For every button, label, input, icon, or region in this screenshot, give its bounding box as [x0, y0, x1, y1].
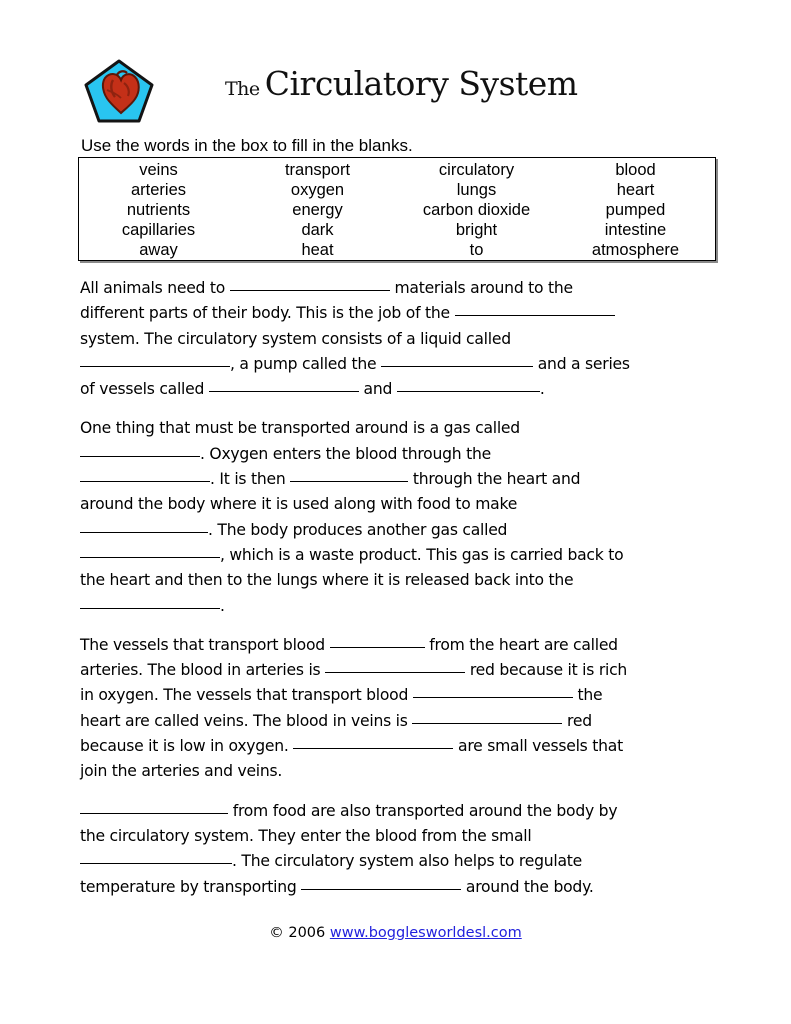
fill-in-blank[interactable]	[412, 710, 562, 724]
word-bank-item[interactable]: heat	[301, 241, 334, 259]
text-line	[80, 327, 720, 352]
word-bank-item[interactable]: energy	[292, 201, 343, 219]
text-line	[80, 377, 720, 402]
fill-in-blank[interactable]	[230, 277, 390, 291]
word-bank-column	[79, 160, 238, 260]
word-bank-item[interactable]: intestine	[604, 221, 667, 239]
text-line	[80, 352, 720, 377]
text-run: temperature by transporting	[80, 877, 302, 896]
text-line	[80, 734, 720, 759]
fill-in-blank[interactable]	[80, 519, 208, 533]
word-bank-item[interactable]: capillaries	[121, 221, 196, 239]
text-line	[80, 518, 720, 543]
text-run: join the arteries and veins.	[80, 762, 283, 781]
fill-in-blank[interactable]	[80, 544, 220, 558]
fill-in-blank[interactable]	[80, 595, 220, 609]
text-run: in oxygen. The vessels that transport blood	[80, 686, 413, 705]
text-line	[80, 759, 720, 784]
paragraph-2	[80, 416, 720, 618]
text-run: All animals need to	[80, 279, 230, 297]
fill-in-blank[interactable]	[209, 378, 359, 392]
text-run: , which is a waste product. This gas is carried back to	[220, 545, 624, 564]
word-bank-item[interactable]: bright	[455, 221, 498, 239]
text-line	[80, 301, 720, 326]
word-bank-box	[78, 157, 716, 261]
page-title	[225, 64, 578, 103]
word-bank-item[interactable]: circulatory	[438, 161, 515, 179]
text-line	[80, 492, 720, 517]
word-bank-grid	[79, 158, 715, 260]
text-run: around the body where it is used along with food to make	[80, 495, 518, 514]
text-line	[80, 709, 720, 734]
word-bank-item[interactable]: dark	[301, 221, 334, 239]
text-line	[80, 875, 720, 900]
word-bank-item[interactable]: transport	[284, 161, 351, 179]
heart-pentagon-icon	[83, 58, 155, 124]
text-run: arteries. The blood in arteries is	[80, 661, 326, 680]
text-run: and	[358, 380, 397, 399]
text-line	[80, 276, 720, 301]
page-title-the: The	[225, 78, 260, 100]
word-bank-item[interactable]: heart	[616, 181, 655, 199]
text-run: . The body produces another gas called	[208, 520, 508, 539]
word-bank-item[interactable]: atmosphere	[591, 241, 680, 259]
text-line	[80, 416, 720, 441]
paragraph-3	[80, 633, 720, 785]
fill-in-blank[interactable]	[381, 353, 533, 367]
word-bank-item[interactable]: pumped	[605, 201, 666, 219]
fill-in-blank[interactable]	[325, 659, 465, 673]
text-run: the heart and then to the lungs where it is released back into the	[80, 571, 574, 590]
text-run: . It is then	[210, 470, 291, 489]
word-bank-column	[556, 160, 715, 260]
paragraph-1	[80, 276, 720, 402]
text-run: . Oxygen enters the blood through the	[200, 444, 491, 463]
fill-in-blank[interactable]	[397, 378, 540, 392]
fill-in-blank[interactable]	[301, 876, 461, 890]
text-run: . The circulatory system also helps to regulate	[232, 852, 582, 871]
word-bank-item[interactable]: carbon dioxide	[422, 201, 531, 219]
fill-in-blank[interactable]	[413, 684, 573, 698]
word-bank-item[interactable]: blood	[615, 161, 656, 179]
fill-in-blank[interactable]	[80, 353, 230, 367]
fill-in-blank[interactable]	[80, 800, 228, 814]
text-run: and a series	[533, 354, 630, 373]
word-bank-item[interactable]: veins	[139, 161, 178, 179]
text-line	[80, 594, 720, 619]
footer	[0, 925, 791, 941]
text-run: because it is low in oxygen.	[80, 737, 294, 756]
word-bank-item[interactable]: arteries	[130, 181, 187, 199]
text-run: through the heart and	[408, 470, 581, 489]
worksheet-header	[0, 52, 791, 130]
fill-in-blank[interactable]	[80, 468, 210, 482]
text-run: the circulatory system. They enter the blood from the small	[80, 826, 532, 845]
text-run: different parts of their body. This is the job of the	[80, 304, 455, 323]
instruction-line: Use the words in the box to fill in the blanks.	[81, 136, 413, 155]
word-bank-item[interactable]: lungs	[456, 181, 497, 199]
word-bank-item[interactable]: to	[469, 241, 484, 259]
text-run: red because it is rich	[465, 661, 628, 680]
text-run: of vessels called	[80, 380, 209, 399]
text-run: are small vessels that	[453, 737, 623, 756]
text-line	[80, 658, 720, 683]
fill-in-blank[interactable]	[455, 302, 615, 316]
text-run: the	[572, 686, 603, 705]
word-bank-column	[238, 160, 397, 260]
text-run: , a pump called the	[230, 354, 382, 373]
text-line	[80, 633, 720, 658]
worksheet-body	[80, 276, 720, 914]
text-run: red	[562, 711, 592, 730]
word-bank-item[interactable]: nutrients	[126, 201, 191, 219]
text-run: materials around to the	[389, 279, 573, 297]
fill-in-blank[interactable]	[80, 850, 232, 864]
text-run: system. The circulatory system consists of a liquid called	[80, 329, 511, 348]
text-run: around the body.	[461, 877, 594, 896]
word-bank-item[interactable]: oxygen	[290, 181, 345, 199]
paragraph-4	[80, 799, 720, 900]
fill-in-blank[interactable]	[293, 735, 453, 749]
text-line	[80, 543, 720, 568]
fill-in-blank[interactable]	[80, 443, 200, 457]
copyright-text: © 2006	[269, 925, 330, 941]
fill-in-blank[interactable]	[290, 468, 408, 482]
text-run: The vessels that transport blood	[80, 635, 330, 654]
text-run: heart are called veins. The blood in veins is	[80, 711, 413, 730]
text-line	[80, 849, 720, 874]
text-run: .	[539, 380, 545, 399]
word-bank-item[interactable]: away	[139, 241, 178, 259]
text-line	[80, 467, 720, 492]
text-line	[80, 799, 720, 824]
text-line	[80, 824, 720, 849]
text-line	[80, 442, 720, 467]
text-run: from food are also transported around the body by	[228, 801, 618, 820]
word-bank-column	[397, 160, 556, 260]
website-link[interactable]: www.bogglesworldesl.com	[329, 925, 522, 941]
page-title-main: Circulatory System	[264, 64, 578, 103]
text-line	[80, 568, 720, 593]
text-run: from the heart are called	[424, 635, 618, 654]
text-run: One thing that must be transported around is a gas called	[80, 419, 520, 438]
fill-in-blank[interactable]	[330, 634, 425, 648]
text-line	[80, 683, 720, 708]
text-run: .	[220, 596, 225, 615]
